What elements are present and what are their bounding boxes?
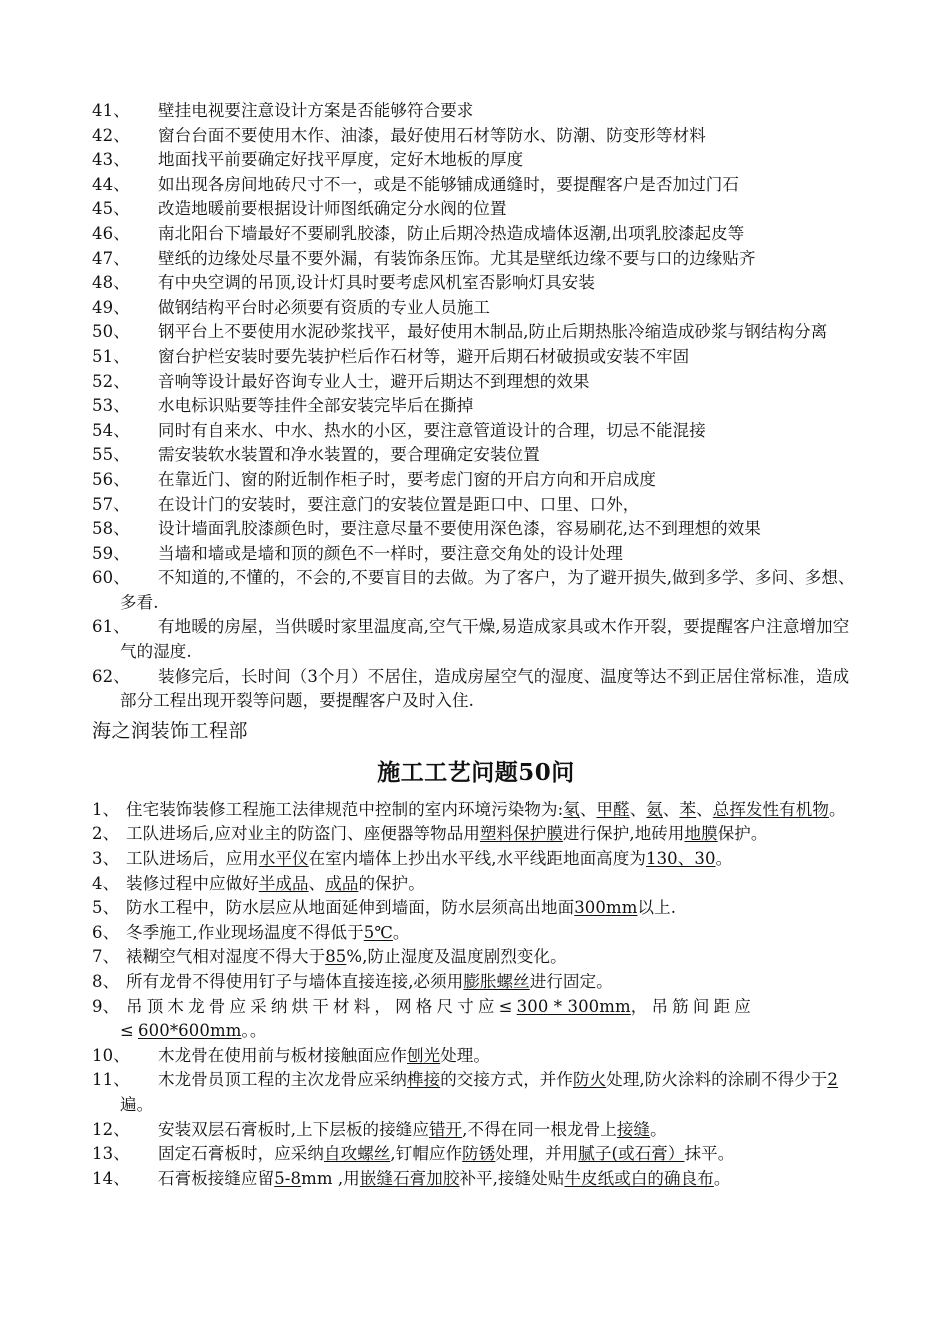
list-item — [92, 1068, 860, 1117]
item-text-part: ,不得在同一根龙骨上 — [462, 1119, 617, 1139]
list-item — [92, 945, 860, 970]
item-text — [126, 945, 860, 970]
item-text-part: 补平,接缝处贴 — [459, 1168, 565, 1188]
item-text-part: 安装双层石膏板时,上下层板的接缝应 — [158, 1119, 429, 1139]
item-text: 有中央空调的吊顶,设计灯具时要考虑风机室否影响灯具安装 — [158, 273, 595, 293]
list-item — [92, 247, 860, 272]
answer-blank: 错开 — [428, 1119, 463, 1139]
item-number: 7、 — [92, 947, 120, 967]
item-text: 的交接方式，并作 — [440, 1070, 574, 1090]
item-text-part: ,钉帽应作 — [390, 1144, 463, 1164]
list-item — [92, 148, 860, 173]
list-item — [92, 320, 860, 345]
list-item — [92, 99, 860, 124]
item-text-part: %,防止湿度及温度剧烈变化。 — [346, 947, 567, 967]
list-item — [92, 1167, 860, 1192]
item-number: 56、 — [92, 469, 130, 489]
item-number: 42、 — [92, 125, 130, 145]
item-text — [126, 872, 860, 897]
answer-blank: 腻子(或石膏） — [578, 1144, 685, 1164]
item-text: 、 — [662, 799, 680, 819]
item-number: 53、 — [92, 396, 130, 416]
item-number: 43、 — [92, 150, 130, 170]
item-number: 60、 — [92, 568, 130, 588]
list-item — [92, 566, 860, 615]
item-text-part: mm ,用 — [301, 1168, 360, 1188]
item-text — [126, 970, 860, 995]
item-text: 需安装软水装置和净水装置的，要合理确定安装位置 — [158, 445, 540, 465]
item-text-part: 进行固定。 — [529, 972, 613, 991]
item-text — [126, 896, 860, 921]
item-text-part: 工队进场后,应对业主的防盗门、座便器等物品用 — [126, 824, 480, 844]
item-number: 46、 — [92, 223, 130, 243]
item-number: 2、 — [92, 824, 120, 844]
list-item — [92, 1142, 860, 1167]
item-number: 5、 — [92, 898, 120, 918]
item-text-part: 防水工程中，防水层应从地面延伸到墙面，防水层须高出地面 — [126, 898, 575, 918]
item-number: 11、 — [92, 1070, 130, 1090]
item-number: 57、 — [92, 494, 130, 514]
item-text-part: 处理。 — [440, 1045, 491, 1065]
item-text-part: 装修过程中应做好 — [126, 873, 259, 893]
item-text-part: 裱糊空气相对湿度不得大于 — [126, 947, 326, 967]
item-number: 12、 — [92, 1119, 130, 1139]
answer-blank: 半成品 — [258, 873, 309, 893]
item-text — [158, 1167, 860, 1192]
item-number: 61、 — [92, 617, 130, 637]
item-text: 同时有自来水、中水、热水的小区，要注意管道设计的合理，切忌不能混接 — [158, 420, 706, 440]
item-text-part: 、 — [308, 873, 326, 893]
item-text-part: 处理，并用 — [495, 1144, 579, 1164]
item-text: 壁挂电视要注意设计方案是否能够符合要求 — [158, 101, 474, 120]
list-item — [92, 921, 860, 946]
item-text: 钢平台上不要使用水泥砂浆找平，最好使用木制品,防止后期热胀冷缩造成砂浆与钢结构分离 — [158, 322, 828, 342]
answer-blank: 氡 — [563, 799, 580, 819]
item-number: 1、 — [92, 799, 120, 819]
item-text: 吊顶木龙骨应采纳烘干材料，网格尺寸应≤ — [126, 996, 517, 1016]
item-text: 当墙和墙或是墙和顶的颜色不一样时，要注意交角处的设计处理 — [158, 543, 623, 563]
item-text: 装修完后，长时间（3个月）不居住，造成房屋空气的湿度、温度等达不到正居住常标准，造成部分工程出现开裂等问题，要提醒客户及时入住. — [120, 666, 850, 711]
list-item — [92, 517, 860, 542]
item-text: 住宅装饰装修工程施工法律规范中控制的室内环境污染物为: — [126, 799, 564, 819]
item-text: 改造地暖前要根据设计师图纸确定分水阀的位置 — [158, 199, 507, 219]
list-item — [92, 443, 860, 468]
item-text: 。 — [828, 799, 846, 819]
item-text — [158, 1044, 860, 1069]
item-text: 壁纸的边缘处尽量不要外漏，有装饰条压饰。尤其是壁纸边缘不要与口的边缘贴齐 — [158, 248, 756, 268]
list-item — [92, 872, 860, 897]
list-item — [92, 615, 860, 664]
answer-blank: 接缝 — [616, 1119, 651, 1139]
item-text: 处理,防火涂料的涂刷不得少于 — [606, 1070, 828, 1090]
item-text-part: 冬季施工,作业现场温度不得低于 — [126, 922, 364, 942]
item-number: 51、 — [92, 346, 130, 366]
list-item — [92, 345, 860, 370]
item-text: 水电标识贴要等挂件全部安装完毕后在撕掉 — [158, 396, 474, 416]
list-item — [92, 419, 860, 444]
item-number: 50、 — [92, 322, 130, 342]
item-text: 地面找平前要确定好找平厚度，定好木地板的厚度 — [158, 150, 524, 170]
item-number: 41、 — [92, 101, 130, 120]
document-content — [92, 99, 860, 1191]
answer-blank: 嵌缝石膏加胶 — [359, 1168, 460, 1188]
answer-blank: 85 — [325, 947, 347, 967]
item-number: 4、 — [92, 873, 120, 893]
answer-blank: 榫接 — [407, 1070, 441, 1090]
item-number: 54、 — [92, 420, 130, 440]
item-number: 44、 — [92, 174, 130, 194]
answer-blank: 300 * 300mm — [516, 996, 631, 1016]
item-text: 窗台护栏安装时要先装护栏后作石材等，避开后期石材破损或安装不牢固 — [158, 346, 690, 366]
item-text — [158, 1142, 860, 1167]
answer-blank: 600*600mm — [138, 1021, 242, 1041]
item-text-part: 。 — [713, 1168, 731, 1188]
list-item — [92, 1044, 860, 1069]
answer-blank: 防锈 — [462, 1144, 496, 1164]
department-name: 海之润装饰工程部 — [92, 719, 249, 742]
item-text — [126, 847, 860, 872]
answer-blank: 牛皮纸或白的确良布 — [564, 1168, 714, 1188]
item-text-part: 木龙骨在使用前与板材接触面应作 — [158, 1045, 407, 1065]
item-text: 在设计门的安装时，要注意门的安装位置是距口中、口里、口外， — [158, 494, 640, 514]
item-text-part: 的保护。 — [358, 873, 425, 893]
item-number: 10、 — [92, 1045, 130, 1065]
section-heading: 施工工艺问题50问 — [377, 758, 575, 786]
item-number: 55、 — [92, 445, 130, 465]
item-text-part: 。 — [715, 849, 733, 869]
list-item — [92, 665, 860, 714]
answer-blank: 总挥发性有机物 — [712, 799, 829, 819]
item-number: 49、 — [92, 297, 130, 317]
list-item — [92, 493, 860, 518]
item-text-part: 。 — [650, 1119, 667, 1139]
item-text: 在靠近门、窗的附近制作柜子时，要考虑门窗的开启方向和开启成度 — [158, 469, 656, 489]
list-item — [92, 296, 860, 321]
item-text: 遍。 — [120, 1094, 154, 1114]
answer-blank: 成品 — [325, 873, 359, 893]
item-number: 9、 — [92, 996, 120, 1016]
item-text — [126, 921, 860, 946]
answer-blank: 2 — [827, 1070, 838, 1090]
item-text: 木龙骨员顶工程的主次龙骨应采纳 — [158, 1070, 407, 1090]
item-number: 52、 — [92, 371, 130, 391]
item-text: 南北阳台下墙最好不要刷乳胶漆，防止后期冷热造成墙体返潮,出项乳胶漆起皮等 — [158, 223, 745, 243]
item-text — [158, 1118, 860, 1143]
item-text: 做钢结构平台时必须要有资质的专业人员施工 — [158, 297, 490, 317]
item-text: 有地暖的房屋，当供暖时家里温度高,空气干燥,易造成家具或木作开裂，要提醒客户注意增加空气的湿度. — [120, 617, 850, 662]
item-text: 、 — [579, 799, 597, 819]
list-item — [92, 197, 860, 222]
item-text: 设计墙面乳胶漆颜色时，要注意尽量不要使用深色漆，容易刷花,达不到理想的效果 — [158, 519, 761, 539]
list-item — [92, 271, 860, 296]
item-number: 8、 — [92, 972, 120, 991]
list-item — [92, 896, 860, 921]
item-number: 6、 — [92, 922, 120, 942]
item-number: 45、 — [92, 199, 130, 219]
answer-blank: 自攻螺丝 — [324, 1144, 391, 1164]
item-text: 、 — [696, 799, 713, 819]
list-item — [92, 222, 860, 247]
item-number: 14、 — [92, 1168, 130, 1188]
answer-blank: 地膜 — [684, 824, 718, 844]
item-text-part: 所有龙骨不得使用钉子与墙体直接连接,必须用 — [126, 972, 464, 991]
item-text: 、 — [629, 799, 647, 819]
list-item — [92, 370, 860, 395]
answer-blank: 苯 — [679, 799, 697, 819]
list-item — [92, 1118, 860, 1143]
item-text-part: 。 — [392, 922, 410, 942]
item-text-part: 石膏板接缝应留 — [158, 1168, 275, 1188]
item-number: 3、 — [92, 849, 120, 869]
list-item — [92, 970, 860, 995]
item-text-part: 固定石膏板时，应采纳 — [158, 1144, 324, 1164]
list-item — [92, 173, 860, 198]
item-text: 窗台台面不要使用木作、油漆，最好使用石材等防水、防潮、防变形等材料 — [158, 125, 706, 145]
list-item — [92, 798, 860, 823]
answer-blank: 刨光 — [407, 1045, 441, 1065]
answer-blank: 防火 — [573, 1070, 607, 1090]
answer-blank: 膨胀螺丝 — [463, 972, 530, 991]
item-text-part: 保护。 — [717, 824, 768, 844]
answer-blank: 5℃ — [363, 922, 393, 942]
answer-blank: 塑料保护膜 — [479, 824, 563, 844]
list-item — [92, 542, 860, 567]
answer-blank: 300mm — [574, 898, 638, 918]
answer-blank: 5-8 — [274, 1168, 302, 1188]
item-text-part: 以上. — [637, 898, 677, 918]
item-text: 不知道的,不懂的，不会的,不要盲目的去做。为了客户，为了避开损失,做到多学、多问、多想、多看. — [120, 568, 855, 612]
answer-blank: 甲醛 — [596, 799, 630, 819]
list-item — [92, 995, 860, 1044]
list-item — [92, 822, 860, 847]
item-text-part: 抹平。 — [684, 1144, 735, 1164]
list-item — [92, 468, 860, 493]
item-number: 59、 — [92, 543, 130, 563]
construction-qa-list — [92, 798, 860, 1192]
item-number: 13、 — [92, 1144, 130, 1164]
item-text-part: 在室内墙体上抄出水平线,水平线距地面高度为 — [308, 849, 646, 869]
item-text: 音响等设计最好咨询专业人士，避开后期达不到理想的效果 — [158, 371, 590, 391]
item-text-part: 进行保护,地砖用 — [562, 824, 685, 844]
item-number: 48、 — [92, 273, 130, 293]
item-number: 47、 — [92, 248, 130, 268]
answer-blank: 氨 — [646, 799, 663, 819]
list-item — [92, 394, 860, 419]
item-text: ，吊筋间距应≤ — [120, 996, 755, 1041]
design-notes-list — [92, 99, 860, 714]
list-item — [92, 847, 860, 872]
item-text: 。。 — [241, 1021, 267, 1041]
answer-blank: 水平仪 — [258, 849, 309, 869]
list-item — [92, 124, 860, 149]
item-number: 62、 — [92, 666, 130, 686]
answer-blank: 130、30 — [645, 849, 716, 869]
item-text — [126, 822, 860, 847]
item-text-part: 工队进场后，应用 — [126, 849, 259, 869]
item-text: 如出现各房间地砖尺寸不一，或是不能够铺成通缝时，要提醒客户是否加过门石 — [158, 174, 739, 194]
item-number: 58、 — [92, 519, 130, 539]
